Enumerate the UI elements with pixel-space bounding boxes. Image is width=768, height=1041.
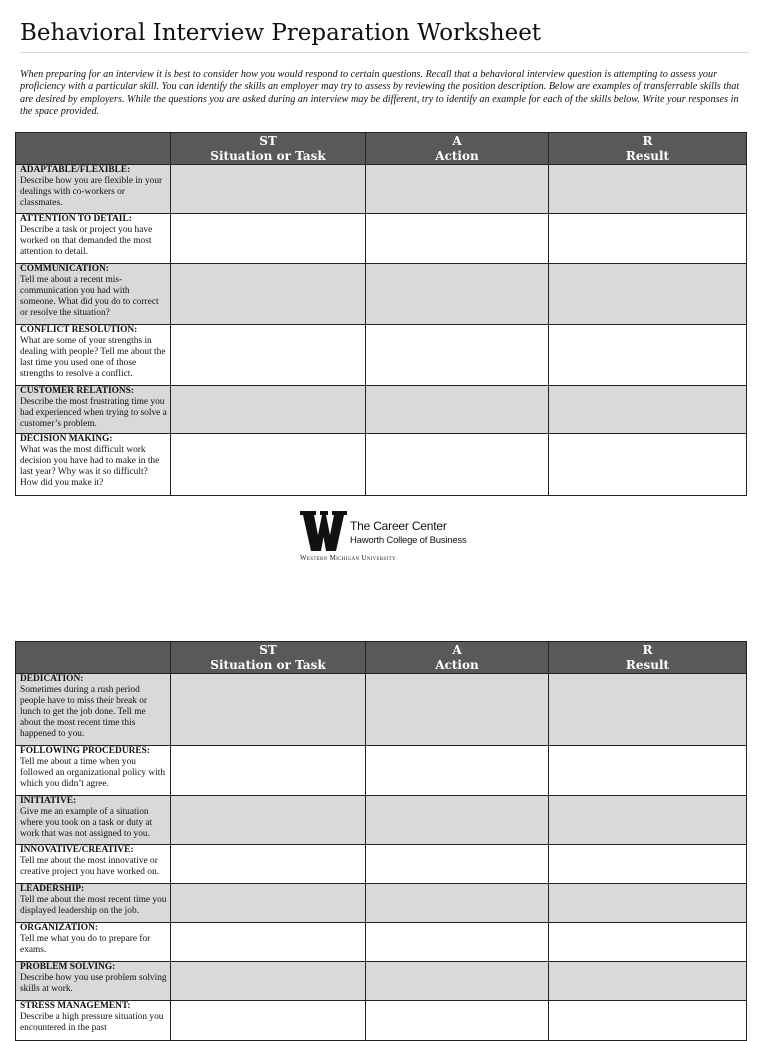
skill-question-cell bbox=[16, 434, 171, 496]
response-cell-action[interactable] bbox=[366, 264, 549, 325]
skill-label: FOLLOWING PROCEDURES: bbox=[20, 746, 150, 756]
skill-question: Tell me what you do to prepare for exams. bbox=[20, 934, 151, 955]
header-r-label: Result bbox=[625, 658, 670, 672]
response-cell-result[interactable] bbox=[549, 923, 747, 962]
header-skill bbox=[16, 642, 171, 674]
response-cell-result[interactable] bbox=[549, 1001, 747, 1041]
table-row bbox=[16, 674, 747, 746]
skill-question: Tell me about the most innovative or creative project you have worked on. bbox=[20, 856, 160, 877]
table-row bbox=[16, 214, 747, 264]
skill-question: Describe a high pressure situation you encountered in the past bbox=[20, 1012, 164, 1033]
response-cell-situation-task[interactable] bbox=[171, 325, 366, 386]
response-cell-action[interactable] bbox=[366, 746, 549, 796]
response-cell-result[interactable] bbox=[549, 165, 747, 214]
skill-question-cell bbox=[16, 264, 171, 325]
skill-question-cell bbox=[16, 674, 171, 746]
table-row bbox=[16, 386, 747, 434]
table-row bbox=[16, 923, 747, 962]
skill-label: DECISION MAKING: bbox=[20, 434, 113, 444]
response-cell-result[interactable] bbox=[549, 214, 747, 264]
worksheet-table-2 bbox=[15, 641, 747, 1041]
response-cell-action[interactable] bbox=[366, 923, 549, 962]
skill-label: INITIATIVE: bbox=[20, 796, 77, 806]
skill-question: What are some of your strengths in dealing with people? Tell me about the last time you used one of those strengths to resolve a conflict. bbox=[20, 336, 166, 379]
worksheet-table-1 bbox=[15, 132, 747, 496]
skill-label: ATTENTION TO DETAIL: bbox=[20, 214, 132, 224]
response-cell-situation-task[interactable] bbox=[171, 434, 366, 496]
response-cell-action[interactable] bbox=[366, 325, 549, 386]
skill-question: Tell me about a recent mis-communication you had with someone. What did you do to correct or resolve the situation? bbox=[20, 275, 159, 318]
header-result bbox=[549, 642, 747, 674]
skill-question: Describe the most frustrating time you had experienced when trying to solve a customer’s problem. bbox=[20, 397, 167, 429]
skill-question-cell bbox=[16, 962, 171, 1001]
response-cell-action[interactable] bbox=[366, 434, 549, 496]
logo-career-center: The Career Center bbox=[350, 519, 447, 533]
logo-university: Western Michigan University bbox=[300, 554, 396, 562]
response-cell-action[interactable] bbox=[366, 845, 549, 884]
response-cell-action[interactable] bbox=[366, 962, 549, 1001]
header-row bbox=[16, 133, 747, 165]
skill-question: Sometimes during a rush period people have to miss their break or lunch to get the job done. Tell me about the most recent time this happened to you. bbox=[20, 685, 148, 739]
header-a-abbr: A bbox=[452, 643, 462, 657]
response-cell-situation-task[interactable] bbox=[171, 165, 366, 214]
response-cell-situation-task[interactable] bbox=[171, 746, 366, 796]
skill-question-cell bbox=[16, 746, 171, 796]
skill-label: COMMUNICATION: bbox=[20, 264, 109, 274]
skill-label: INNOVATIVE/CREATIVE: bbox=[20, 845, 134, 855]
skill-label: LEADERSHIP: bbox=[20, 884, 85, 894]
response-cell-action[interactable] bbox=[366, 165, 549, 214]
skill-label: CUSTOMER RELATIONS: bbox=[20, 386, 134, 396]
skill-question-cell bbox=[16, 884, 171, 923]
table-row bbox=[16, 845, 747, 884]
skill-question-cell bbox=[16, 845, 171, 884]
response-cell-result[interactable] bbox=[549, 845, 747, 884]
skill-label: PROBLEM SOLVING: bbox=[20, 962, 116, 972]
response-cell-action[interactable] bbox=[366, 386, 549, 434]
skill-question-cell bbox=[16, 386, 171, 434]
header-r-abbr: R bbox=[642, 643, 653, 657]
skill-label: DEDICATION: bbox=[20, 674, 84, 684]
header-r-abbr: R bbox=[642, 134, 653, 148]
header-st-abbr: ST bbox=[259, 134, 277, 148]
table-row bbox=[16, 796, 747, 845]
response-cell-result[interactable] bbox=[549, 434, 747, 496]
table-row bbox=[16, 962, 747, 1001]
skill-question-cell bbox=[16, 1001, 171, 1041]
response-cell-situation-task[interactable] bbox=[171, 923, 366, 962]
response-cell-situation-task[interactable] bbox=[171, 386, 366, 434]
response-cell-situation-task[interactable] bbox=[171, 214, 366, 264]
response-cell-situation-task[interactable] bbox=[171, 884, 366, 923]
header-st-label: Situation or Task bbox=[210, 658, 326, 672]
response-cell-action[interactable] bbox=[366, 884, 549, 923]
header-action bbox=[366, 642, 549, 674]
table-row bbox=[16, 1001, 747, 1041]
skill-question: Tell me about a time when you followed an organizational policy with which you didn’t agree. bbox=[20, 757, 166, 789]
response-cell-result[interactable] bbox=[549, 386, 747, 434]
skill-question: Tell me about the most recent time you displayed leadership on the job. bbox=[20, 895, 167, 916]
skill-label: ORGANIZATION: bbox=[20, 923, 98, 933]
header-action bbox=[366, 133, 549, 165]
header-a-abbr: A bbox=[452, 134, 462, 148]
skill-label: CONFLICT RESOLUTION: bbox=[20, 325, 138, 335]
header-row bbox=[16, 642, 747, 674]
table-row bbox=[16, 165, 747, 214]
response-cell-situation-task[interactable] bbox=[171, 674, 366, 746]
table-row bbox=[16, 434, 747, 496]
header-a-label: Action bbox=[435, 149, 479, 163]
response-cell-situation-task[interactable] bbox=[171, 962, 366, 1001]
header-st-abbr: ST bbox=[259, 643, 277, 657]
skill-question: What was the most difficult work decision you have had to make in the last year? Why was it so difficult? How did you make it? bbox=[20, 445, 160, 488]
table-row bbox=[16, 264, 747, 325]
skill-label: STRESS MANAGEMENT: bbox=[20, 1001, 131, 1011]
response-cell-situation-task[interactable] bbox=[171, 264, 366, 325]
skill-question-cell bbox=[16, 325, 171, 386]
skill-question-cell bbox=[16, 923, 171, 962]
wmu-w-logo-icon bbox=[300, 511, 347, 551]
header-result bbox=[549, 133, 747, 165]
table-row bbox=[16, 746, 747, 796]
response-cell-result[interactable] bbox=[549, 264, 747, 325]
skill-question: Describe how you use problem solving skills at work. bbox=[20, 973, 167, 994]
logo-college: Haworth College of Business bbox=[350, 535, 467, 546]
response-cell-action[interactable] bbox=[366, 214, 549, 264]
header-r-label: Result bbox=[625, 149, 670, 163]
skill-question: Describe a task or project you have worked on that demanded the most attention to detail. bbox=[20, 225, 153, 257]
skill-question: Describe how you are flexible in your dealings with co-workers or classmates. bbox=[20, 176, 163, 208]
response-cell-result[interactable] bbox=[549, 325, 747, 386]
skill-question-cell bbox=[16, 165, 171, 214]
response-cell-situation-task[interactable] bbox=[171, 796, 366, 845]
intro-paragraph: When preparing for an interview it is best to consider how you would respond to certain questions. Recall that a behavioral interview question is attempting to assess your proficiency with a particular skill. You can identify the skills an employer may try to assess by reviewing the position description. Below are examples of transferrable skills that are desired by employers. While the questions you are asked during an interview may be different, try to identify an example for each of the skills below. Write your responses in the space provided. bbox=[20, 69, 740, 118]
header-situation-task bbox=[171, 642, 366, 674]
skill-label: ADAPTABLE/FLEXIBLE: bbox=[20, 165, 131, 175]
response-cell-result[interactable] bbox=[549, 746, 747, 796]
response-cell-situation-task[interactable] bbox=[171, 1001, 366, 1041]
header-skill bbox=[16, 133, 171, 165]
table-row bbox=[16, 325, 747, 386]
header-a-label: Action bbox=[435, 658, 479, 672]
response-cell-situation-task[interactable] bbox=[171, 845, 366, 884]
skill-question-cell bbox=[16, 214, 171, 264]
response-cell-action[interactable] bbox=[366, 674, 549, 746]
skill-question-cell bbox=[16, 796, 171, 845]
table-row bbox=[16, 884, 747, 923]
header-st-label: Situation or Task bbox=[210, 149, 326, 163]
career-center-logo bbox=[300, 509, 470, 569]
page-title: Behavioral Interview Preparation Worksheet bbox=[20, 20, 749, 53]
header-situation-task bbox=[171, 133, 366, 165]
response-cell-result[interactable] bbox=[549, 674, 747, 746]
response-cell-result[interactable] bbox=[549, 962, 747, 1001]
response-cell-action[interactable] bbox=[366, 796, 549, 845]
response-cell-result[interactable] bbox=[549, 796, 747, 845]
response-cell-result[interactable] bbox=[549, 884, 747, 923]
skill-question: Give me an example of a situation where you took on a task or duty at work that was not assigned to you. bbox=[20, 807, 153, 839]
response-cell-action[interactable] bbox=[366, 1001, 549, 1041]
